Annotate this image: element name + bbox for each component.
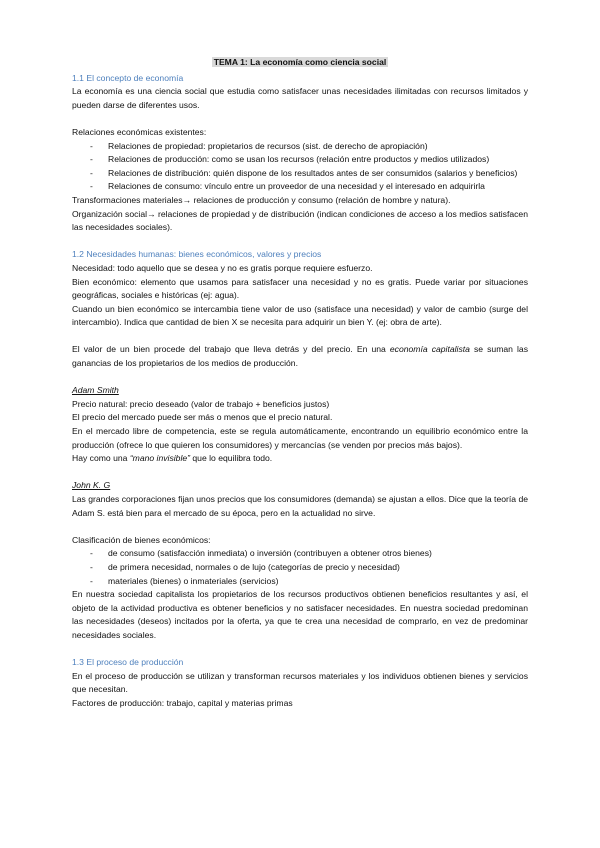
paragraph-precio-natural: Precio natural: precio deseado (valor de trabajo + beneficios justos): [72, 398, 330, 409]
section-heading-1-3: 1.3 El proceso de producción: [72, 657, 184, 668]
paragraph-mercado-libre: En el mercado libre de competencia, este se regula automáticamente, encontrando un equilibrio económico entre la producción (ofrece lo que quieren los consumidores) y mercancías (se venden por precios más bajos).: [72, 426, 528, 450]
author-adam-smith: Adam Smith: [72, 385, 119, 396]
relations-list: [72, 140, 528, 194]
list-item: - Relaciones de consumo: vínculo entre un proveedor de una necesidad y el interesado en adquirirla: [90, 180, 528, 194]
list-item: - materiales (bienes) o inmateriales (servicios): [90, 575, 528, 589]
paragraph-organizacion: Organización social→ relaciones de propiedad y de distribución (indican condiciones de acceso a los medios satisfacen las necesidades sociales).: [72, 208, 528, 233]
list-item: - Relaciones de producción: como se usan los recursos (relación entre productos y medios utilizados): [90, 153, 528, 167]
paragraph-necesidad: Necesidad: todo aquello que se desea y no es gratis porque requiere esfuerzo.: [72, 262, 373, 273]
paragraph-economy-definition: La economía es una ciencia social que estudia como satisfacer unas necesidades ilimitadas con recursos limitados y pueden darse de diferentes usos.: [72, 86, 528, 110]
paragraph-transformaciones: Transformaciones materiales→ relaciones de producción y consumo (relación de hombre y natura).: [72, 194, 451, 205]
paragraph-factores: Factores de producción: trabajo, capital y materias primas: [72, 697, 293, 708]
paragraph-bien-economico: Bien económico: elemento que usamos para satisfacer una necesidad y no es gratis. Puede variar por situaciones geográficas, sociales e históricas (ej: agua).: [72, 276, 528, 301]
paragraph-corporaciones: Las grandes corporaciones fijan unos precios que los consumidores (demanda) se ajustan a ellos. Dice que la teoría de Adam S. está bien para el mercado de su época, pero en la actualidad no sirve.: [72, 494, 528, 518]
list-item: - de consumo (satisfacción inmediata) o inversión (contribuyen a obtener otros bienes): [90, 547, 528, 561]
classification-list: [72, 547, 528, 588]
document-title: TEMA 1: La economía como ciencia social: [213, 57, 387, 67]
list-item: - de primera necesidad, normales o de lujo (categorías de precio y necesidad): [90, 561, 528, 575]
paragraph-sociedad-capitalista: En nuestra sociedad capitalista los propietarios de los recursos productivos obtienen beneficios resultantes y así, el objeto de la actividad productiva es obtener beneficios y no satisfacer necesidades. En nuestra sociedad predominan las necesidades (deseos) incitados por la oferta, ya que te crea una necesidad de comprarlo, en vez de predominar necesidades sociales.: [72, 589, 528, 640]
paragraph-valor: El valor de un bien procede del trabajo que lleva detrás y del precio. En una economía capitalista se suman las ganancias de los propietarios de los medios de producción.: [72, 344, 528, 369]
paragraph-intercambio: Cuando un bien económico se intercambia tiene valor de uso (satisface una necesidad) y valor de cambio (surge del intercambio). Indica que cantidad de bien X se necesita para adquirir un bien Y. (ej: obra de arte).: [72, 303, 528, 328]
paragraph-precio-mercado: El precio del mercado puede ser más o menos que el precio natural.: [72, 412, 333, 423]
relations-list-title: Relaciones económicas existentes:: [72, 126, 207, 137]
paragraph-mano-invisible: Hay como una “mano invisible” que lo equilibra todo.: [72, 453, 273, 464]
section-heading-1-2: 1.2 Necesidades humanas: bienes económicos, valores y precios: [72, 249, 322, 260]
paragraph-proceso-produccion: En el proceso de producción se utilizan y transforman recursos materiales y los individuos obtienen bienes y servicios que necesitan.: [72, 670, 528, 695]
section-heading-1-1: 1.1 El concepto de economía: [72, 72, 184, 83]
list-item: - Relaciones de propiedad: propietarios de recursos (sist. de derecho de apropiación): [90, 140, 528, 154]
author-john-kg: John K. G: [72, 480, 111, 491]
classification-list-title: Clasificación de bienes económicos:: [72, 534, 211, 545]
list-item: - Relaciones de distribución: quién dispone de los resultados antes de ser consumidos (salarios y beneficios): [90, 167, 528, 181]
